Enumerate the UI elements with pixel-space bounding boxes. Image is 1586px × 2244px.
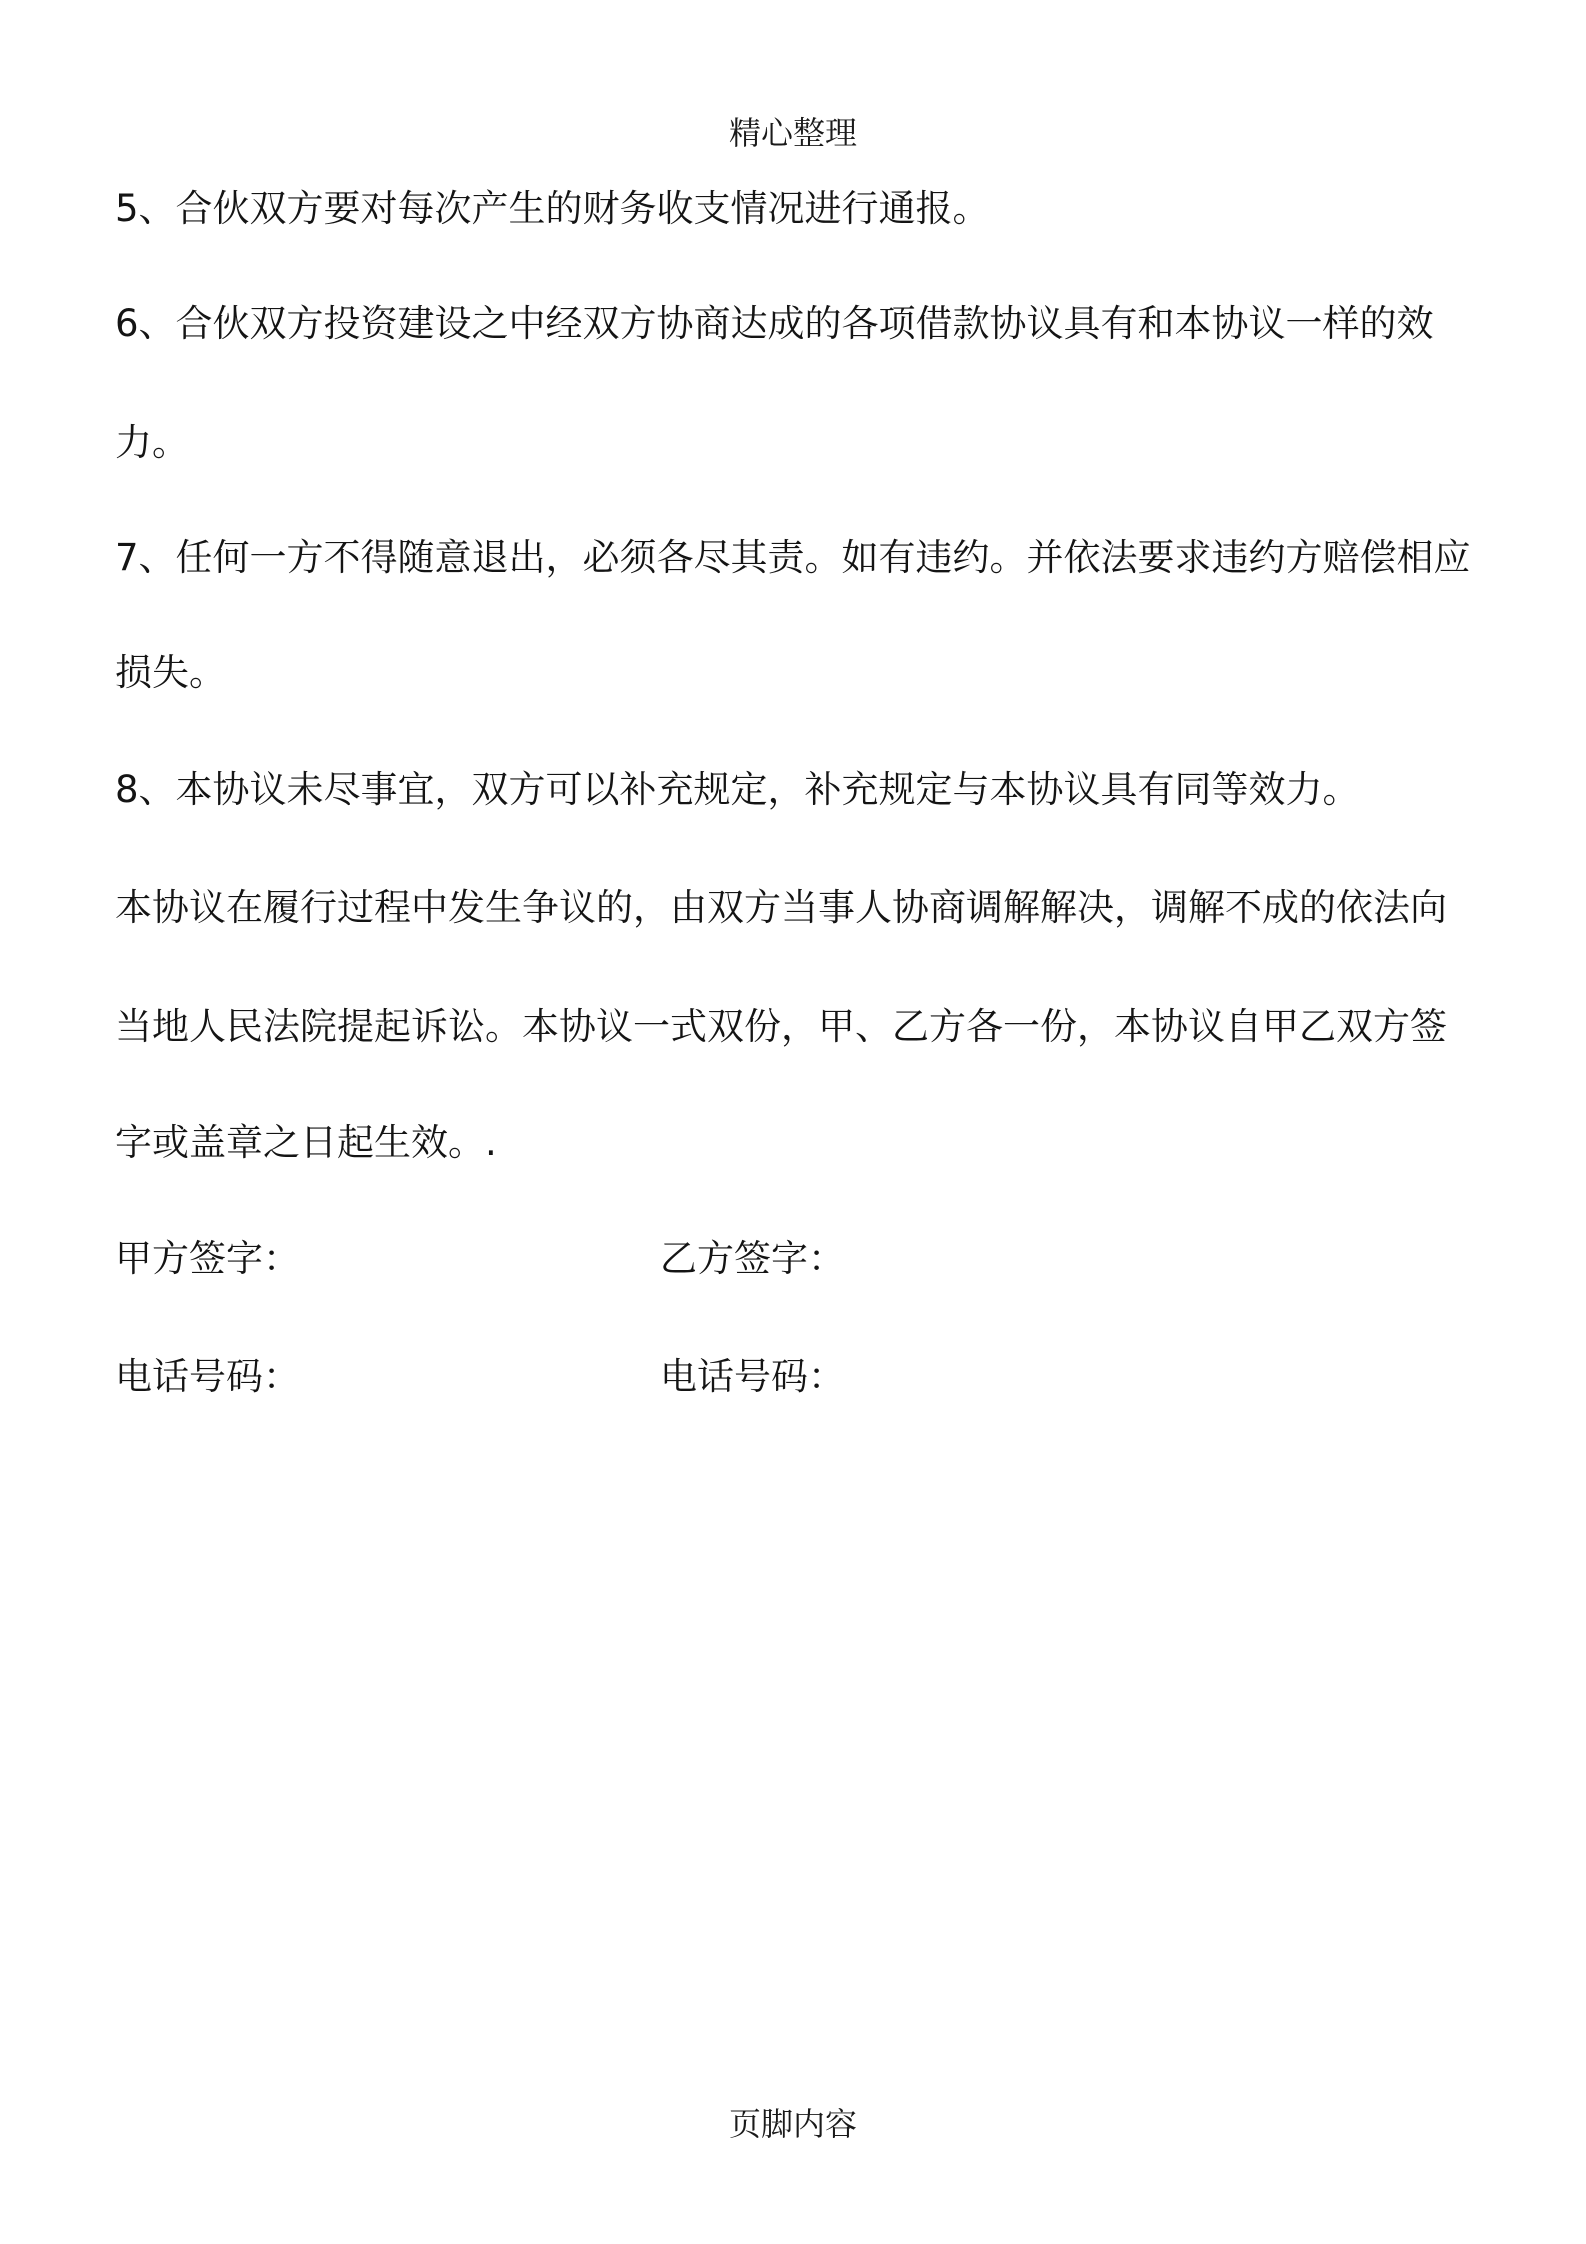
party-a-phone-label: 电话号码： bbox=[115, 1355, 300, 1398]
page-footer: 页脚内容 bbox=[728, 2105, 857, 2143]
closing-line-3: 字或盖章之日起生效。. bbox=[115, 1121, 497, 1164]
clause-7-line-2: 损失。 bbox=[115, 651, 226, 694]
closing-line-1: 本协议在履行过程中发生争议的，由双方当事人协商调解解决，调解不成的依法向 bbox=[115, 886, 1447, 929]
clause-5: 5、合伙双方要对每次产生的财务收支情况进行通报。 bbox=[115, 187, 990, 230]
closing-line-2: 当地人民法院提起诉讼。本协议一式双份，甲、乙方各一份，本协议自甲乙双方签 bbox=[115, 1005, 1447, 1048]
clause-8: 8、本协议未尽事宜，双方可以补充规定，补充规定与本协议具有同等效力。 bbox=[115, 768, 1360, 811]
party-a-signature-label: 甲方签字： bbox=[115, 1237, 300, 1280]
party-b-phone-label: 电话号码： bbox=[660, 1355, 845, 1398]
page-header: 精心整理 bbox=[728, 114, 857, 152]
clause-6-line-2: 力。 bbox=[115, 421, 189, 464]
clause-6-line-1: 6、合伙双方投资建设之中经双方协商达成的各项借款协议具有和本协议一样的效 bbox=[115, 302, 1434, 345]
clause-7-line-1: 7、任何一方不得随意退出，必须各尽其责。如有违约。并依法要求违约方赔偿相应 bbox=[115, 536, 1471, 579]
party-b-signature-label: 乙方签字： bbox=[660, 1237, 845, 1280]
